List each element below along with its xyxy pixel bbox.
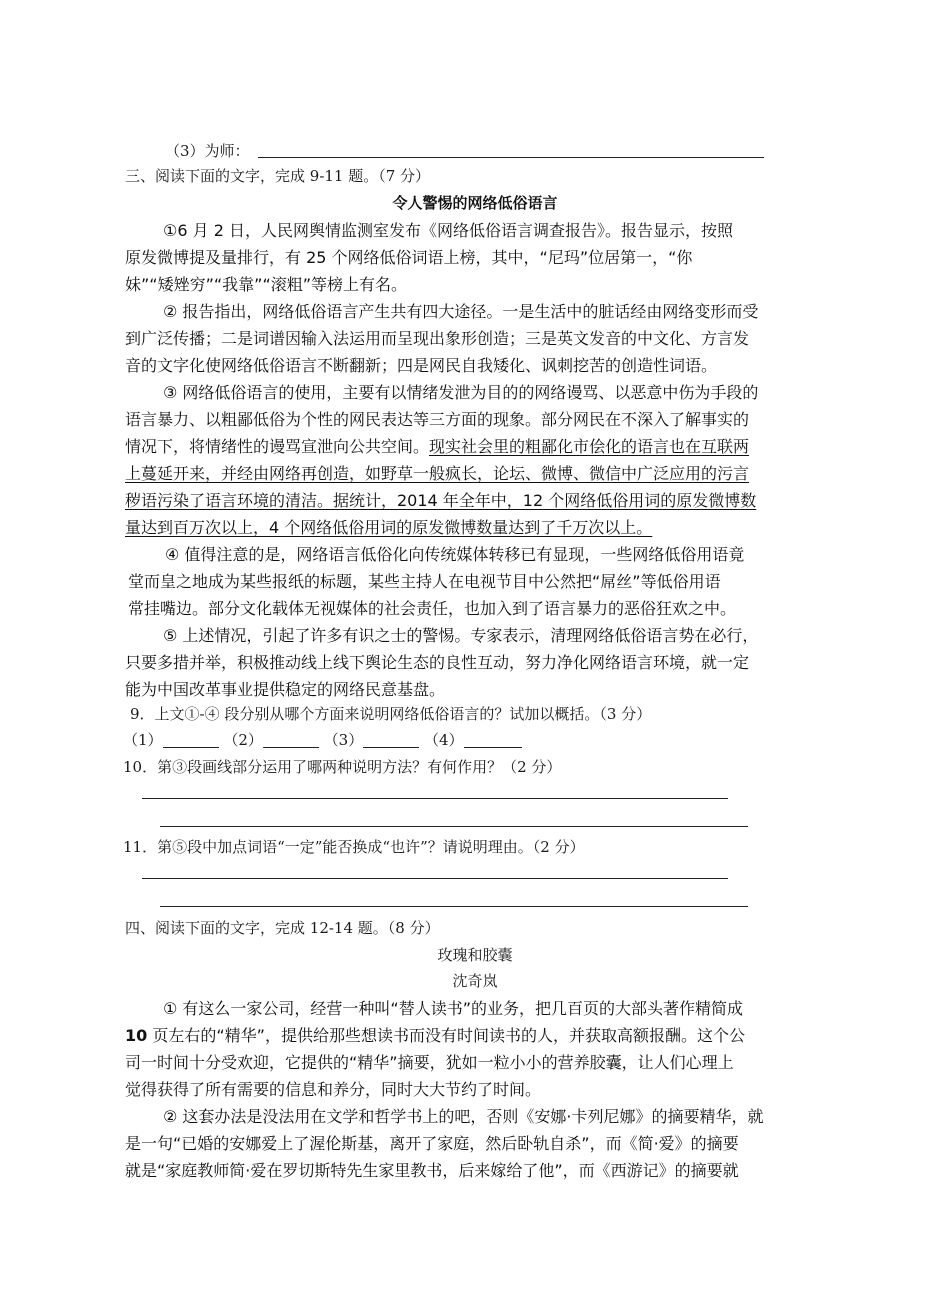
paragraph-5-line: 只要多措并举，积极推动线上线下舆论生态的良性互动，努力净化网络语言环境，就一定 (125, 653, 750, 672)
blank-label: （2） (223, 731, 263, 749)
answer-blank-3[interactable] (363, 733, 419, 748)
q8-answer-line[interactable] (258, 157, 764, 158)
section-3-heading: 三、阅读下面的文字，完成 9-11 题。（7 分） (125, 167, 431, 185)
underlined-passage: 秽语污染了语言环境的清洁。据统计，2014 年全年中，12 个网络低俗用词的原发微博数 (125, 491, 757, 510)
paragraph-1-line: 原发微博提及量排行，有 25 个网络低俗词语上榜，其中，“尼玛”位居第一，“你 (125, 248, 693, 267)
paragraph-4-line: 堂而皇之地成为某些报纸的标题，某些主持人在电视节目中公然把“屌丝”等低俗用语 (128, 572, 721, 591)
paragraph-2-line: ② 这套办法是没法用在文学和哲学书上的吧，否则《安娜·卡列尼娜》的摘要精华，就 (163, 1107, 764, 1126)
paragraph-1-text: 页左右的“精华”，提供给那些想读书而没有时间读书的人，并获取高额报酬。这个公 (152, 1026, 745, 1045)
blank-label: （3） (323, 731, 364, 749)
paragraph-1-line: ①6 月 2 日，人民网舆情监测室发布《网络低俗语言调查报告》。报告显示，按照 (163, 221, 733, 240)
paragraph-5-line: 能为中国改革事业提供稳定的网络民意基盘。 (125, 680, 446, 699)
answer-blank-1[interactable] (163, 733, 219, 748)
paragraph-1-line: 觉得获得了所有需要的信息和养分，同时大大节约了时间。 (125, 1080, 542, 1099)
answer-line[interactable] (160, 826, 748, 827)
paragraph-2-line: ② 报告指出，网络低俗语言产生共有四大途径。一是生活中的脏话经由网络变形而受 (163, 302, 759, 321)
paragraph-2-line: 到广泛传播；二是词谱因输入法运用而呈现出象形创造；三是英文发音的中文化、方言发 (125, 329, 750, 348)
q8-item-3-label: （3）为师： (165, 142, 250, 160)
page-count-number: 10 (125, 1026, 148, 1045)
paragraph-3-line (125, 434, 749, 457)
paragraph-3-line: ③ 网络低俗语言的使用，主要有以情绪发泄为目的的网络谩骂、以恶意中伤为手段的 (163, 383, 759, 402)
answer-blank-4[interactable] (464, 733, 522, 748)
underlined-passage: 上蔓延开来，并经由网络再创造，如野草一般疯长，论坛、微博、微信中广泛应用的污言 (125, 464, 750, 483)
paragraph-2-line: 就是“家庭教师简·爱在罗切斯特先生家里教书，后来嫁给了他”，而《西游记》的摘要就 (125, 1161, 739, 1180)
article-title: 玫瑰和胶囊 (437, 946, 513, 964)
paragraph-2-line: 音的文字化使网络低俗语言不断翻新；四是网民自我矮化、讽刺挖苦的创造性词语。 (125, 356, 718, 375)
underlined-passage: 现实社会里的粗鄙化市侩化的语言也在互联两 (429, 437, 750, 456)
underlined-passage: 量达到百万次以上，4 个网络低俗用词的原发微博数量达到了千万次以上。 (125, 518, 653, 537)
question-10: 10．第③段画线部分运用了哪两种说明方法？有何作用？（2 分） (123, 758, 562, 776)
paragraph-3-text: 情况下，将情绪性的谩骂宣泄向公共空间。 (125, 437, 430, 456)
question-9-blanks (123, 729, 522, 750)
answer-line[interactable] (142, 798, 728, 799)
answer-line[interactable] (142, 878, 728, 879)
paragraph-4-line: 常挂嘴边。部分文化载体无视媒体的社会责任，也加入到了语言暴力的恶俗狂欢之中。 (128, 599, 737, 618)
paragraph-5-line: ⑤ 上述情况，引起了许多有识之士的警惕。专家表示，清理网络低俗语言势在必行， (163, 626, 759, 645)
paragraph-1-line: 妹”“矮矬穷”“我靠”“滚粗”等榜上有名。 (125, 275, 408, 294)
section-4-heading: 四、阅读下面的文字，完成 12-14 题。（8 分） (125, 919, 440, 937)
paragraph-2-line: 是一句“已婚的安娜爱上了渥伦斯基，离开了家庭，然后卧轨自杀”，而《简·爱》的摘要 (125, 1134, 739, 1153)
question-9: 9．上文①-④ 段分别从哪个方面来说明网络低俗语言的？试加以概括。（3 分） (130, 705, 652, 723)
answer-blank-2[interactable] (263, 733, 319, 748)
article-author: 沈奇岚 (452, 972, 498, 990)
article-title: 令人警惕的网络低俗语言 (392, 194, 558, 212)
paragraph-1-line (125, 1023, 745, 1046)
paragraph-1-line: ① 有这么一家公司，经营一种叫“替人读书”的业务，把几百页的大部头著作精简成 (163, 999, 744, 1018)
question-11: 11．第⑤段中加点词语“一定”能否换成“也许”？请说明理由。（2 分） (123, 838, 585, 856)
blank-label: （4） (423, 731, 464, 749)
answer-line[interactable] (160, 906, 748, 907)
paragraph-1-line: 司一时间十分受欢迎，它提供的“精华”摘要，犹如一粒小小的营养胶囊，让人们心理上 (125, 1053, 734, 1072)
paragraph-3-line: 语言暴力、以粗鄙低俗为个性的网民表达等三方面的现象。部分网民在不深入了解事实的 (125, 410, 750, 429)
blank-label: （1） (123, 731, 163, 749)
paragraph-4-line: ④ 值得注意的是，网络语言低俗化向传统媒体转移已有显现，一些网络低俗用语竟 (165, 545, 745, 564)
